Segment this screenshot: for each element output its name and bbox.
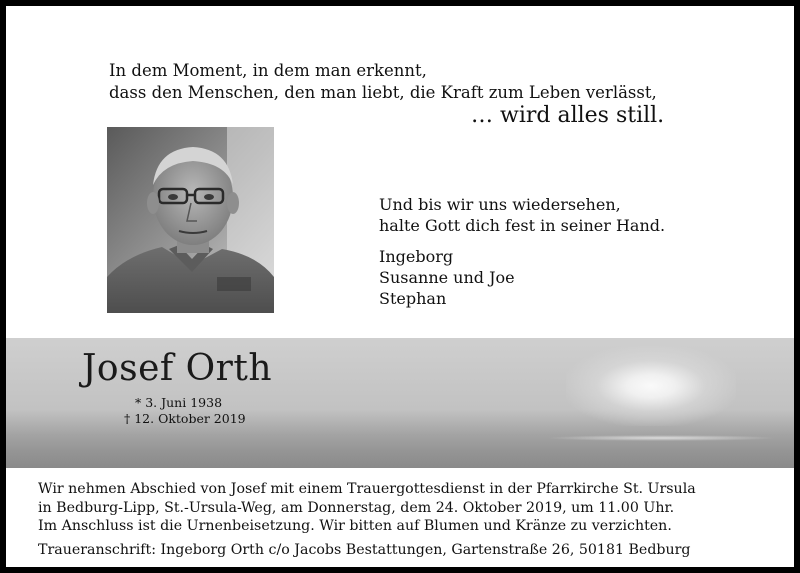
opening-quote — [109, 60, 657, 104]
birth-date: * 3. Juni 1938 — [135, 395, 223, 410]
life-dates — [124, 395, 246, 427]
mourning-address: Traueranschrift: Ingeborg Orth c/o Jacobs Bestattungen, Gartenstraße 26, 50181 Bedburg — [38, 541, 691, 558]
service-info — [38, 480, 696, 559]
service-line-1: Wir nehmen Abschied von Josef mit einem Trauergottesdienst in der Pfarrkirche St. Ursula — [38, 481, 696, 497]
quote-line-2: dass den Menschen, den man liebt, die Kraft zum Leben verlässt, — [109, 83, 657, 102]
death-date: † 12. Oktober 2019 — [124, 411, 246, 426]
quote-line-3: … wird alles still. — [471, 103, 665, 128]
verse-line-1: Und bis wir uns wiedersehen, — [379, 195, 621, 214]
verse-line-2: halte Gott dich fest in seiner Hand. — [379, 216, 666, 235]
mourner-name: Ingeborg — [379, 247, 454, 266]
service-line-3: Im Anschluss ist die Urnenbeisetzung. Wir bitten auf Blumen und Kränze zu verzichten. — [38, 518, 672, 534]
sun-glow — [566, 346, 736, 426]
obituary-card — [6, 6, 794, 567]
portrait-image — [107, 127, 274, 313]
mourner-name: Stephan — [379, 289, 447, 308]
deceased-name: Josef Orth — [82, 348, 273, 389]
mourner-names — [379, 246, 515, 309]
sun-reflection — [546, 435, 776, 441]
mourner-name: Susanne und Joe — [379, 268, 515, 287]
quote-line-1: In dem Moment, in dem man erkennt, — [109, 61, 427, 80]
portrait-photo — [107, 127, 274, 313]
farewell-verse — [379, 194, 665, 236]
service-line-2: in Bedburg-Lipp, St.-Ursula-Weg, am Donnerstag, dem 24. Oktober 2019, um 11.00 Uhr. — [38, 499, 675, 516]
